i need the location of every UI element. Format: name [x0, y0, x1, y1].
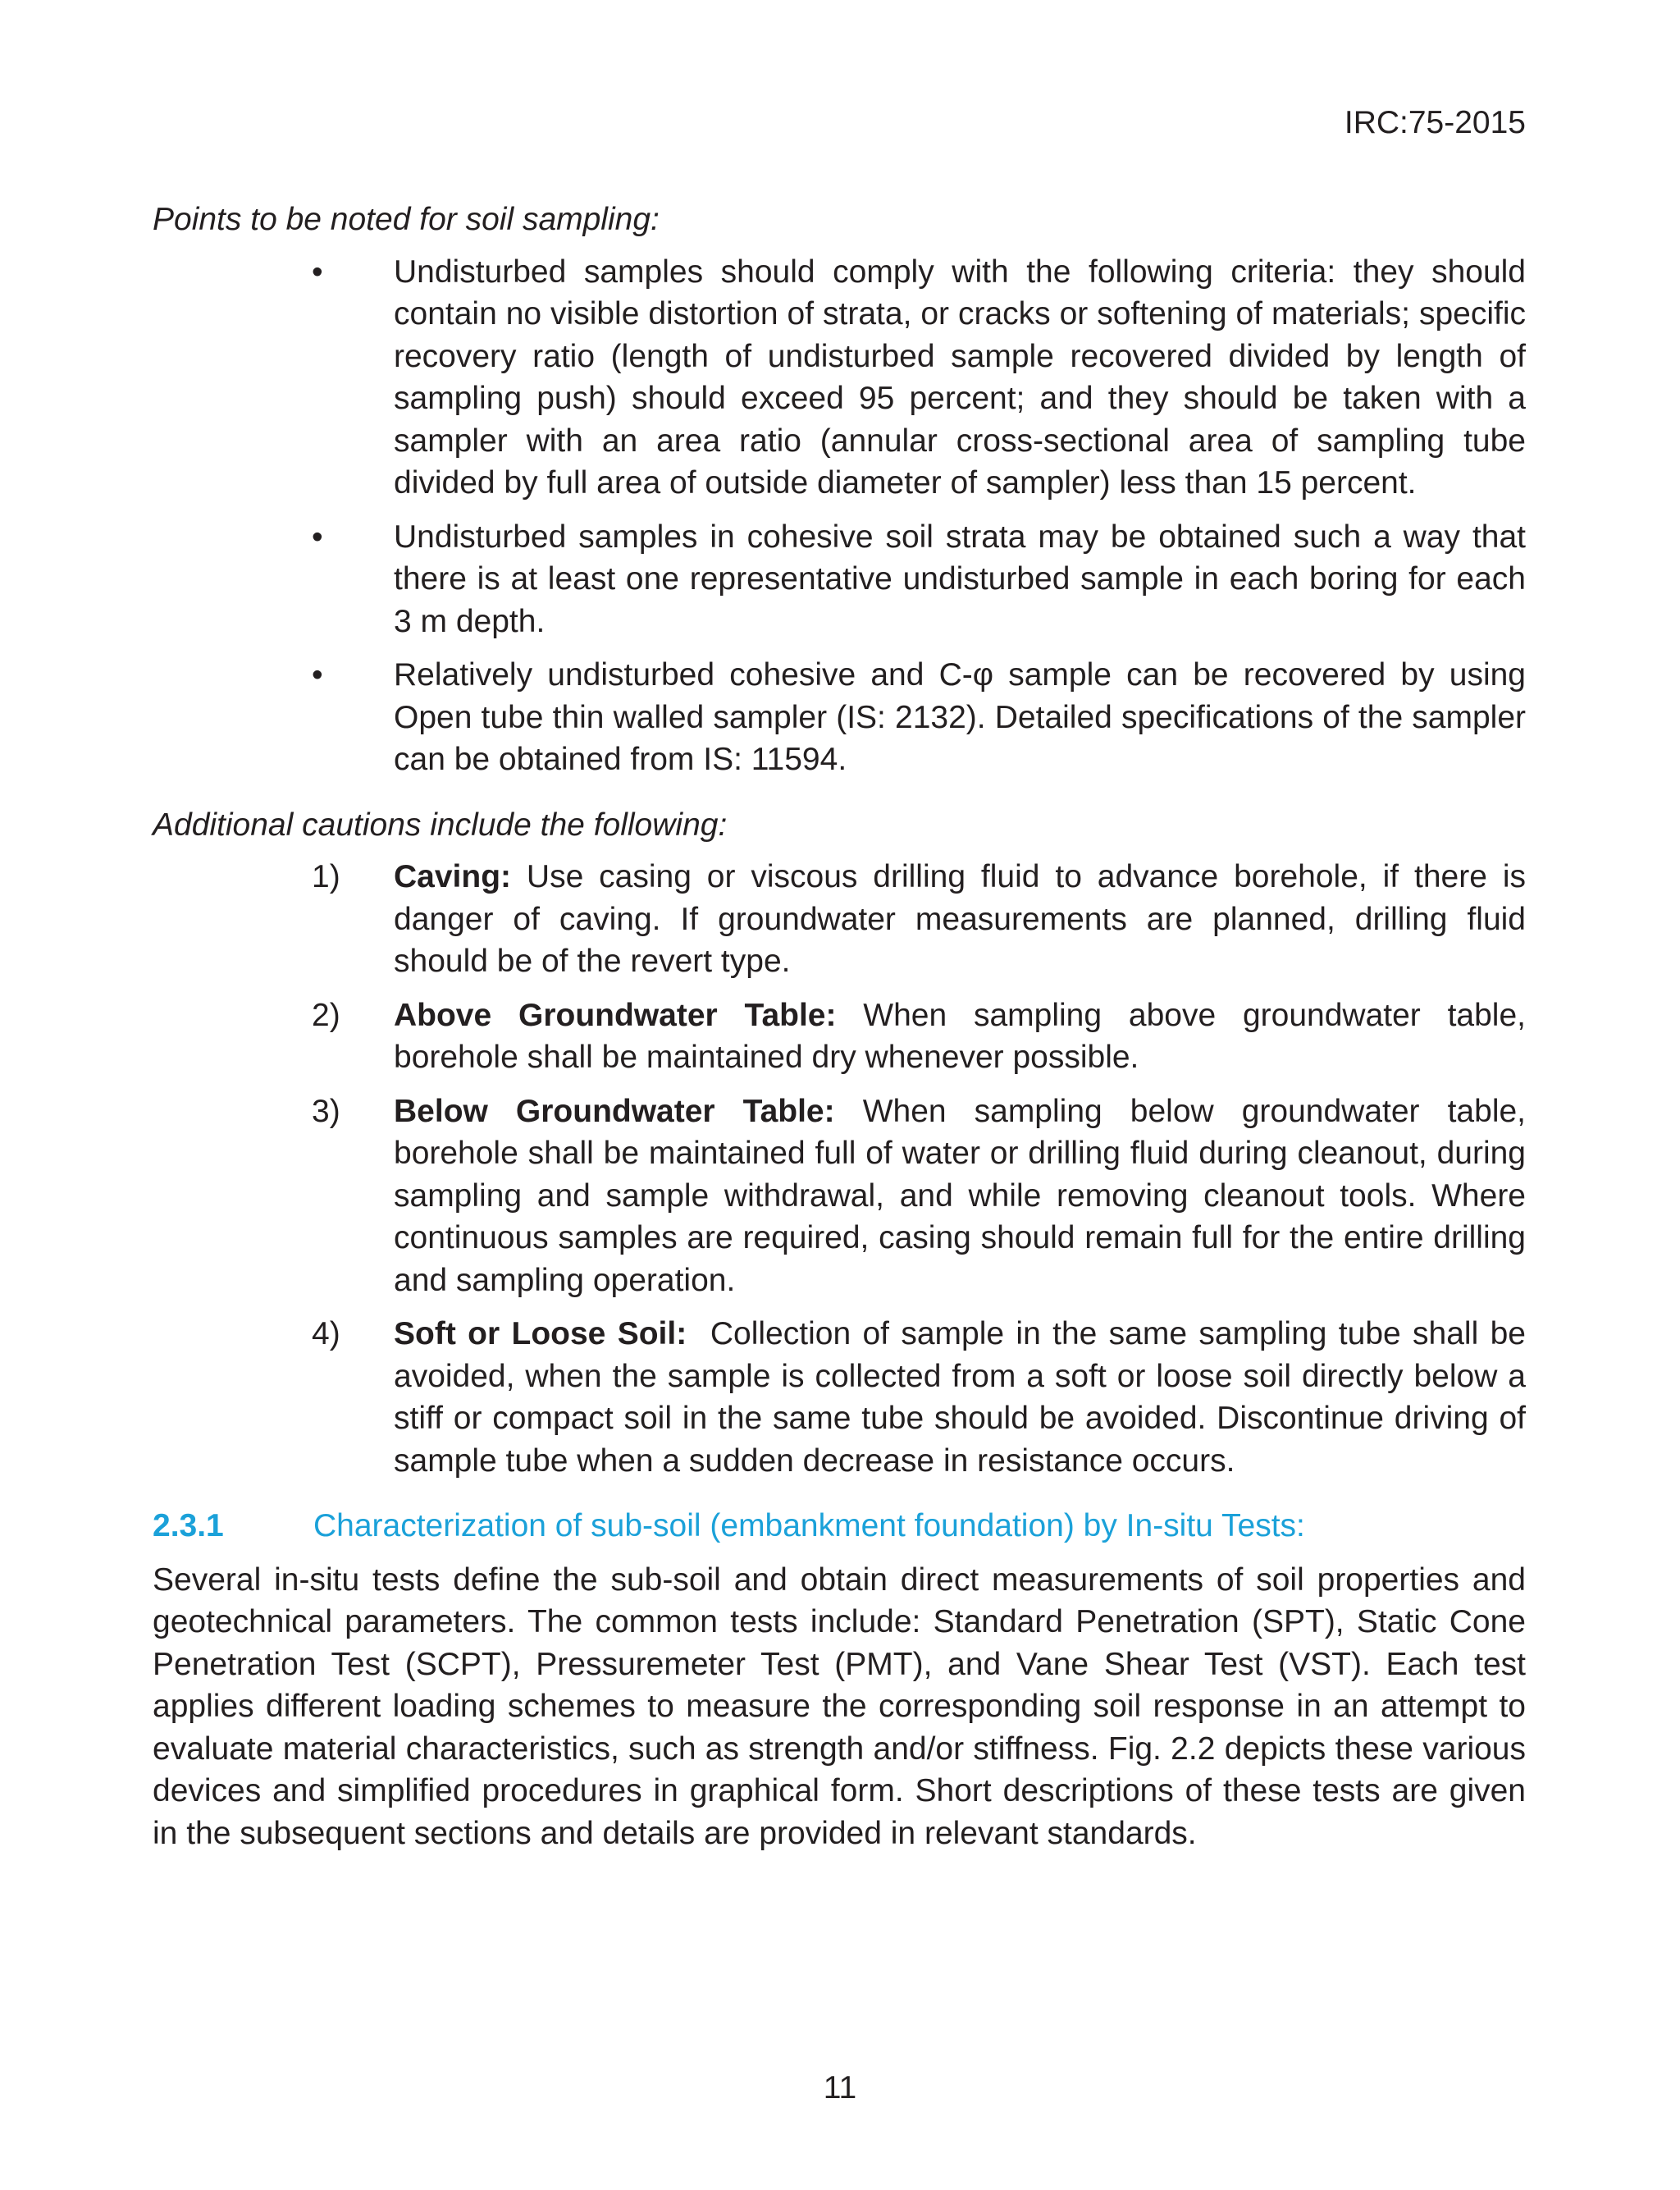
item-term: Caving: [394, 859, 512, 894]
bullet-text: Undisturbed samples should comply with the following criteria: they should contain no visible distortion of strata, or cracks or softening of materials; specific recovery ratio (length of undisturbed sample recovered divided by length of sampling push) should exceed 95 percent; and they should be taken with a sampler with an area ratio (annular cross-sectional area of sampling tube divided by full area of outside diameter of sampler) less than 15 percent. [394, 254, 1526, 501]
item-number: 1) [312, 859, 340, 894]
section-number: 2.3.1 [153, 1508, 224, 1543]
bullet-text: Undisturbed samples in cohesive soil strata may be obtained such a way that there is at least one representative undisturbed sample in each boring for each 3 m depth. [394, 519, 1526, 639]
list-item [153, 251, 1526, 505]
document-code-header: IRC:75-2015 [1344, 105, 1526, 140]
bullet-text: Relatively undisturbed cohesive and C-φ sample can be recovered by using Open tube thin walled sampler (IS: 2132). Detailed specifications of the sampler can be obtained from IS: 11594. [394, 657, 1526, 777]
section-heading [153, 1505, 1526, 1548]
item-text: Use casing or viscous drilling fluid to advance borehole, if there is danger of caving. If groundwater measurements are planned, drilling fluid should be of the revert type. [394, 859, 1526, 979]
list-item [153, 1090, 1526, 1302]
item-term: Soft or Loose Soil: [394, 1316, 687, 1351]
cautions-intro: Additional cautions include the following: [153, 807, 728, 843]
item-term: Above Groundwater Table: [394, 997, 837, 1033]
page-number: 11 [823, 2070, 857, 2105]
item-text: When sampling below groundwater table, borehole shall be maintained full of water or drilling fluid during cleanout, during sampling and sample withdrawal, and while removing cleanout tools. Where continuous samples are required, casing should remain full for the entire drilling and sampling operation. [394, 1093, 1527, 1298]
item-term: Below Groundwater Table: [394, 1093, 835, 1129]
list-item [153, 856, 1526, 983]
page-content [153, 199, 1535, 1854]
bullet-marker: • [312, 254, 323, 290]
item-text: Collection of sample in the same sampling tube shall be avoided, when the sample is collected from a soft or loose soil directly below a stiff or compact soil in the same tube should be avoided. Discontinue driving of sample tube when a sudden decrease in resistance occurs. [394, 1316, 1535, 1479]
item-text: When sampling above groundwater table, borehole shall be maintained dry whenever possible. [394, 997, 1526, 1075]
list-item [153, 994, 1526, 1079]
sampling-bullet-list [153, 251, 1526, 781]
item-number: 3) [312, 1093, 340, 1129]
section-title: Characterization of sub-soil (embankment foundation) by In-situ Tests: [313, 1508, 1305, 1543]
section-body-paragraph: Several in-situ tests define the sub-soil and obtain direct measurements of soil properties and geotechnical parameters. The common tests include: Standard Penetration (SPT), Static Cone Penetration Test (SCPT), Pressuremeter Test (PMT), and Vane Shear Test (VST). Each test applies different loading schemes to measure the corresponding soil response in an attempt to evaluate material characteristics, such as strength and/or stiffness. Fig. 2.2 depicts these various devices and simplified procedures in graphical form. Short descriptions of these tests are given in the subsequent sections and details are provided in relevant standards. [153, 1561, 1526, 1851]
bullet-marker: • [312, 657, 323, 693]
cautions-list [153, 856, 1535, 1482]
item-number: 2) [312, 997, 340, 1033]
bullet-marker: • [312, 519, 323, 555]
list-item [153, 1313, 1535, 1482]
list-item [153, 654, 1526, 781]
sampling-intro: Points to be noted for soil sampling: [153, 202, 660, 237]
item-number: 4) [312, 1316, 340, 1351]
list-item [153, 516, 1526, 643]
